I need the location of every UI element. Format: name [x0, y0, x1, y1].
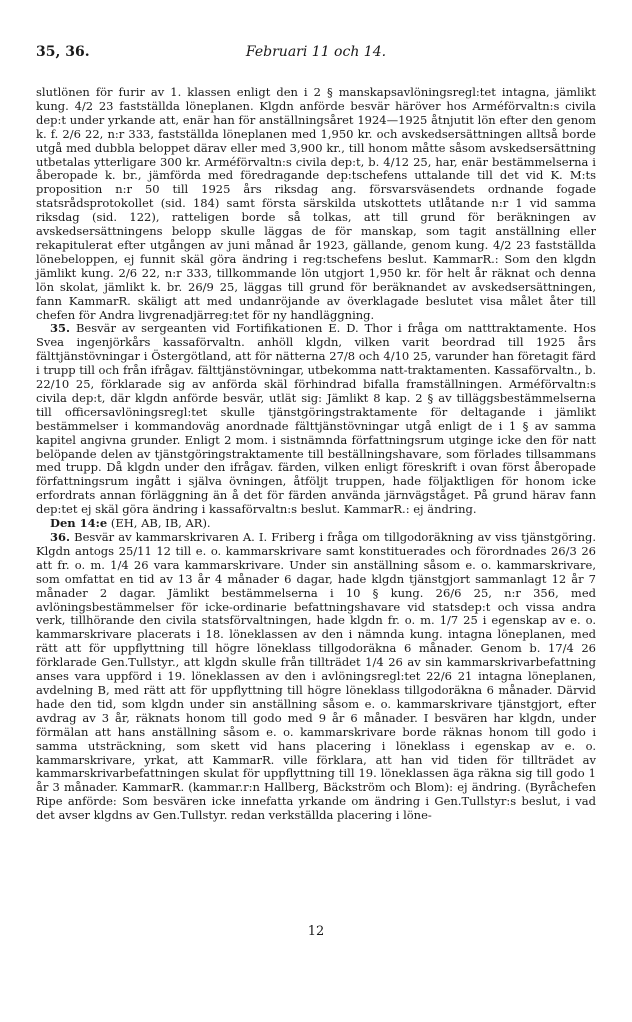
document-body [36, 86, 596, 823]
session-date: Den 14:e [50, 516, 108, 531]
page-header [36, 44, 596, 66]
session-date-line [36, 517, 596, 531]
session-members: (EH, AB, IB, AR). [110, 516, 211, 531]
footer-page-number: 12 [307, 924, 325, 939]
case-number-36: 36. [50, 530, 71, 544]
case-36-text: Besvär av kammarskrivaren A. I. Friberg i fråga om tillgodoräkning av viss tjänstgöring. Klgdn antogs 25/11 12 till e. o. kammarskrivare samt konstituerades och förordnades 26/3 26 att fr. o. m. 1/4 26 vara kammarskrivare. Under sin anställning såsom e. o. kammarskrivare, som omfattat en tid av 13 år 4 månader 6 dagar, hade klgdn tjänstgjort sammanlagt 12 år 7 månader 2 dagar. Jämlikt bestämmelserna i 10 § kung. 26/6 25, n:r 356, med avlöningsbestämmelser för icke-ordinarie befattningshavare vid statsdep:t och vissa andra verk, tillhörande den civila statsförvaltningen, hade klgdn fr. o. m. 1/7 25 i egenskap av e. o. kammarskrivare placerats i 18. löneklassen av den i nämnda kung. intagna löneplanen, med rätt att för uppflyttning till högre löneklass tillgodoräkna 6 månader. Genom b. 17/4 26 förklarade Gen.Tullstyr., att klgdn skulle från tillträdet 1/4 26 av sin kammarskrivarbefattning anses vara uppförd i 19. löneklassen av den i avlöningsregl:tet 22/6 21 intagna löneplanen, avdelning B, med rätt att för uppflyttning till högre löneklass tillgodoräkna 6 månader. Därvid hade den tid, som klgdn under sin anställning såsom e. o. kammarskrivare tjänstgjort, efter avdrag av 3 år, räknats honom till godo med 9 år 6 månader. I besvären har klgdn, under förmälan att hans anställning såsom e. o. kammarskrivare borde räknas honom till godo i samma utsträckning, som skett vid hans placering i löneklass i egenskap av e. o. kammarskrivare, yrkat, att KammarR. ville förklara, att han vid tiden för tillträdet av kammarskrivarbefattningen skulat för uppflyttning till 19. löneklassen äga räkna sig till godo 1 år 3 månader. KammarR. (kammar.r:n Hallberg, Bäckström och Blom): ej ändring. (Byråchefen Ripe anförde: Som besvären icke innefatta yrkande om ändring i Gen.Tullstyr:s beslut, i vad det avser klgdns av Gen.Tullstyr. redan verkställda placering i löne- [36, 530, 597, 823]
paragraph-35 [36, 322, 596, 517]
page-footer [0, 924, 632, 939]
paragraph-36 [36, 531, 596, 823]
case-35-text: Besvär av sergeanten vid Fortifikationen E. D. Thor i fråga om natttraktamente. Hos Svea ingenjörkårs kassaförvaltn. anhöll klgdn, vilken varit beordrad till 1925 års fälttjänstövningar i Östergötland, att för nätterna 27/8 och 4/10 25, varunder han företagit färd i trupp till och från ifrågav. fälttjänstövningar, utbekomma natt-traktamenten. Kassaförvaltn., b. 22/10 25, förklarade sig av anförda skäl förhindrad bifalla framställningen. Arméförvaltn:s civila dep:t, där klgdn anförde besvär, utlät sig: Jämlikt 8 kap. 2 § av tilläggsbestämmelserna till officersavlöningsregl:tet skulle tjänstgöringstraktamente för deltagande i jämlikt bestämmelser i kommandoväg anordnade fälttjänstövningar utgå enligt de i 1 § av samma kapitel angivna grunder. Enligt 2 mom. i sistnämnda författningsrum utginge icke den för natt belöpande delen av tjänstgöringstraktamente till beställningshavare, som förlades tillsammans med trupp. Då klgdn under den ifrågav. färden, vilken enligt föreskrift i ovan först åberopade författningsrum ingått i själva övningen, åtföljt truppen, hade följaktligen för honom icke erfordrats annan förläggning än å det för färden använda järnvägståget. På grund härav fann dep:tet ej skäl göra ändring i kassaförvaltn:s beslut. KammarR.: ej ändring. [36, 321, 597, 517]
page-numbers: 35, 36. [36, 44, 90, 60]
paragraph-continuation: slutlönen för furir av 1. klassen enligt den i 2 § manskapsavlöningsregl:tet intagna, jämlikt kung. 4/2 23 fastställda löneplanen. Klgdn anförde besvär häröver hos Arméförvaltn:s civila dep:t under yrkande att, enär han för anställningsåret 1924—1925 åtnjutit lön efter den genom k. f. 2/6 22, n:r 333, fastställda löneplanen med 1,950 kr. och avskedsersättningen alltså borde utgå med dubbla beloppet därav eller med 3,900 kr., till honom måtte såsom avskedsersättning utbetalas ytterligare 300 kr. Arméförvaltn:s civila dep:t, b. 4/12 25, har, enär bestämmelserna i åberopade k. br., jämförda med föredragande dep:tschefens uttalande till det vid K. M:ts proposition n:r 50 till 1925 års riksdag ang. försvarsväsendets ordnande fogade statsrådsprotokollet (sid. 184) samt första särskilda utskottets utlåtande n:r 1 vid samma riksdag (sid. 122), ratteligen borde så tolkas, att till grund för beräkningen av avskedsersättningens belopp skulle läggas de för manskap, som tagit anställning eller rekapitulerat efter utgången av juni månad år 1923, gällande, genom kung. 4/2 23 fastställda lönebeloppen, ej funnit skäl göra ändring i reg:tschefens beslut. KammarR.: Som den klgdn jämlikt kung. 2/6 22, n:r 333, tillkommande lön utgjort 1,950 kr. för helt år räknat och denna lön skolat, jämlikt k. br. 26/9 25, läggas till grund för beräknandet av avskedsersättningen, fann KammarR. skäligt att med undanröjande av överklagade beslutet visa målet åter till chefen för Andra livgrenadjärreg:tet för ny handläggning. [36, 85, 596, 322]
header-dateline: Februari 11 och 14. [245, 44, 387, 60]
case-number-35: 35. [50, 321, 71, 336]
